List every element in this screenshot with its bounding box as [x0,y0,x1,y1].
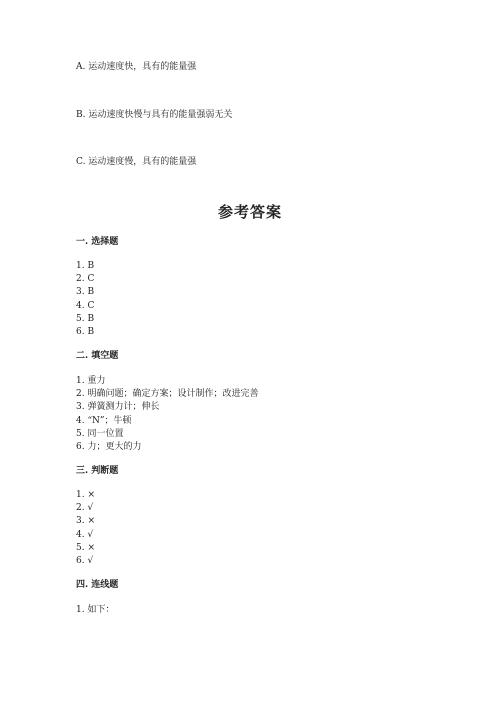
section-heading-matching: 四. 连线题 [76,580,119,590]
option-c: C. 运动速度慢，具有的能量强 [76,157,197,167]
list-item: 5. 同一位置 [76,428,124,439]
answer-key-title: 参考答案 [217,203,282,221]
list-item: 5. × [76,542,95,553]
section-heading-judge: 三. 判断题 [76,466,119,476]
list-item: 6. B [76,326,95,337]
list-item: 1. B [76,261,95,271]
judge-answer-list [76,489,95,568]
list-item: 5. B [76,313,95,324]
list-item: 2. √ [76,503,94,514]
fill-answer-list [76,375,258,454]
choice-answer-list [76,260,94,339]
list-item: 2. C [76,274,95,285]
option-b: B. 运动速度快慢与具有的能量强弱无关 [76,110,233,120]
section-heading-fill: 二. 填空题 [76,351,119,361]
list-item: 1. × [76,490,95,500]
matching-answer-list [76,604,114,617]
section-heading-choice: 一. 选择题 [76,237,119,247]
list-item: 1. 重力 [76,376,106,386]
list-item: 3. × [76,516,95,527]
option-a: A. 运动速度快，具有的能量强 [76,62,197,72]
list-item: 4. C [76,300,95,311]
list-item: 2. 明确问题；确定方案；设计制作；改进完善 [76,389,259,400]
list-item: 6. 力；更大的力 [76,441,142,452]
list-item: 6. √ [76,555,94,566]
list-item: 1. 如下： [76,605,115,615]
list-item: 3. B [76,287,95,298]
list-item: 3. 弹簧测力计；伸长 [76,402,160,413]
list-item: 4. “N”；牛顿 [76,415,132,426]
list-item: 4. √ [76,529,94,540]
